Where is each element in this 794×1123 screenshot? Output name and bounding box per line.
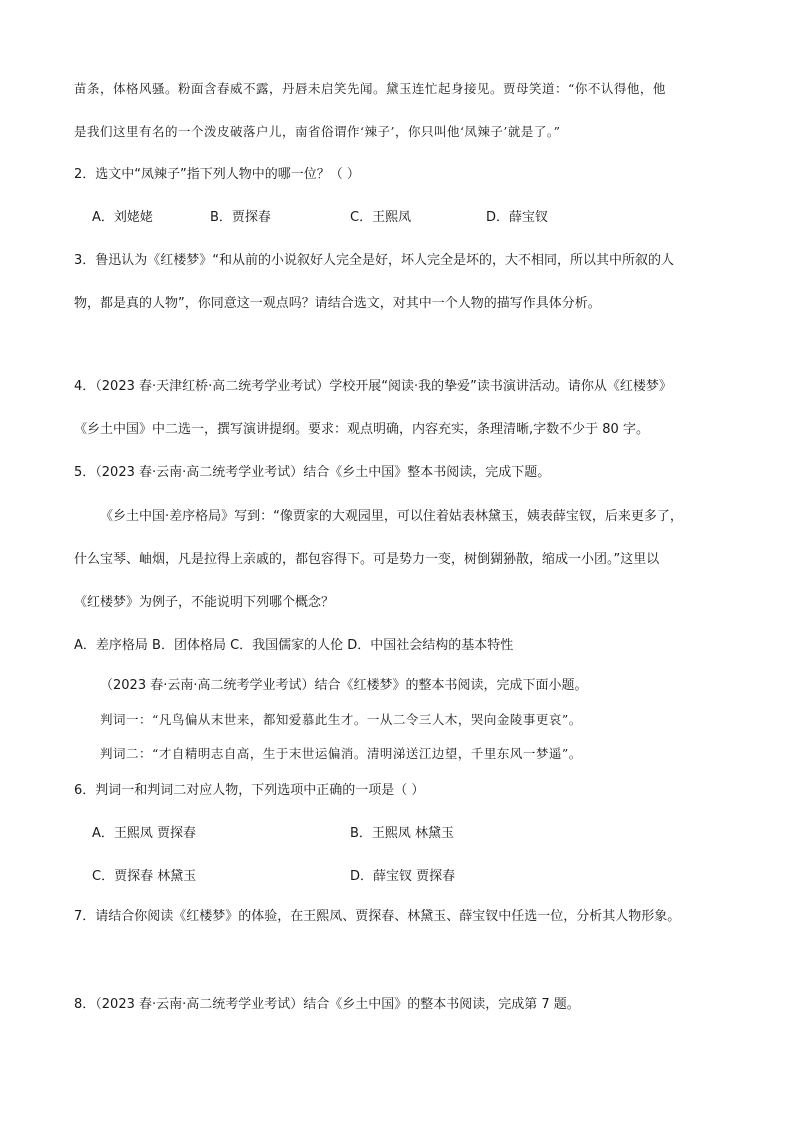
q6-option-a: A．王熙凤 贾探春 bbox=[92, 826, 197, 841]
question-3-line-1: 3．鲁迅认为《红楼梦》“和从前的小说叙好人完全是好，坏人完全是坏的，大不相同，所以其中所叙的人 bbox=[74, 253, 675, 268]
question-4-line-2: 《乡土中国》中二选一，撰写演讲提纲。要求：观点明确，内容充实，条理清晰,字数不少于 80 字。 bbox=[74, 422, 649, 437]
q6-option-c: C．贾探春 林黛玉 bbox=[92, 869, 197, 884]
q2-option-d: D．薛宝钗 bbox=[486, 210, 549, 225]
question-5-line-2: 《乡土中国·差序格局》写到：“像贾家的大观园里，可以住着姑表林黛玉，姨表薛宝钗，后来更多了， bbox=[100, 509, 683, 524]
verdict-2: 判词二：“才自精明志自高，生于末世运偏消。清明涕送江边望，千里东风一梦遥”。 bbox=[100, 746, 582, 761]
q2-option-a: A．刘姥姥 bbox=[92, 210, 153, 225]
question-4-line-1: 4．（2023 春·天津红桥·高二统考学业考试）学校开展“阅读·我的挚爱”读书演讲活动。请你从《红楼梦》 bbox=[74, 379, 672, 394]
q6-option-d: D．薛宝钗 贾探春 bbox=[350, 869, 456, 884]
question-6-stem: 6．判词一和判词二对应人物，下列选项中正确的一项是（ ） bbox=[74, 783, 425, 798]
question-3-line-2: 物，都是真的人物”，你同意这一观点吗？请结合选文，对其中一个人物的描写作具体分析。 bbox=[74, 296, 601, 311]
verdict-1: 判词一：“凡鸟偏从末世来，都知爱慕此生才。一从二令三人木，哭向金陵事更哀”。 bbox=[100, 712, 582, 727]
q2-option-c: C．王熙凤 bbox=[350, 210, 412, 225]
question-7-stem: 7．请结合你阅读《红楼梦》的体验，在王熙凤、贾探春、林黛玉、薛宝钗中任选一位，分析其人物形象。 bbox=[74, 909, 681, 924]
question-8-stem: 8．（2023 春·云南·高二统考学业考试）结合《乡土中国》的整本书阅读，完成第 7 题。 bbox=[74, 997, 580, 1012]
q2-option-b: B．贾探春 bbox=[210, 210, 271, 225]
question-5-line-4: 《红楼梦》为例子，不能说明下列哪个概念？ bbox=[74, 595, 335, 610]
question-5-line-1: 5．（2023 春·云南·高二统考学业考试）结合《乡土中国》整本书阅读，完成下题。 bbox=[74, 465, 551, 480]
q6-option-b: B．王熙凤 林黛玉 bbox=[350, 826, 455, 841]
passage-line-2: 是我们这里有名的一个泼皮破落户儿，南省俗谓作‘辣子’，你只叫他‘凤辣子’就是了。” bbox=[74, 124, 561, 139]
question-2-stem: 2．选文中“凤辣子”指下列人物中的哪一位？（ ） bbox=[74, 167, 360, 182]
group-6-7-intro: （2023 春·云南·高二统考学业考试）结合《红楼梦》的整本书阅读，完成下面小题。 bbox=[100, 678, 588, 693]
question-5-line-3: 什么宝琴、岫烟，凡是拉得上亲戚的，都包容得下。可是势力一变，树倒猢狲散，缩成一小团。”这里以 bbox=[74, 552, 660, 567]
question-5-options: A．差序格局 B．团体格局 C．我国儒家的人伦 D．中国社会结构的基本特性 bbox=[74, 638, 514, 653]
passage-line-1: 苗条，体格风骚。粉面含春威不露，丹唇未启笑先闻。黛玉连忙起身接见。贾母笑道：“你不认得他，他 bbox=[74, 81, 666, 96]
